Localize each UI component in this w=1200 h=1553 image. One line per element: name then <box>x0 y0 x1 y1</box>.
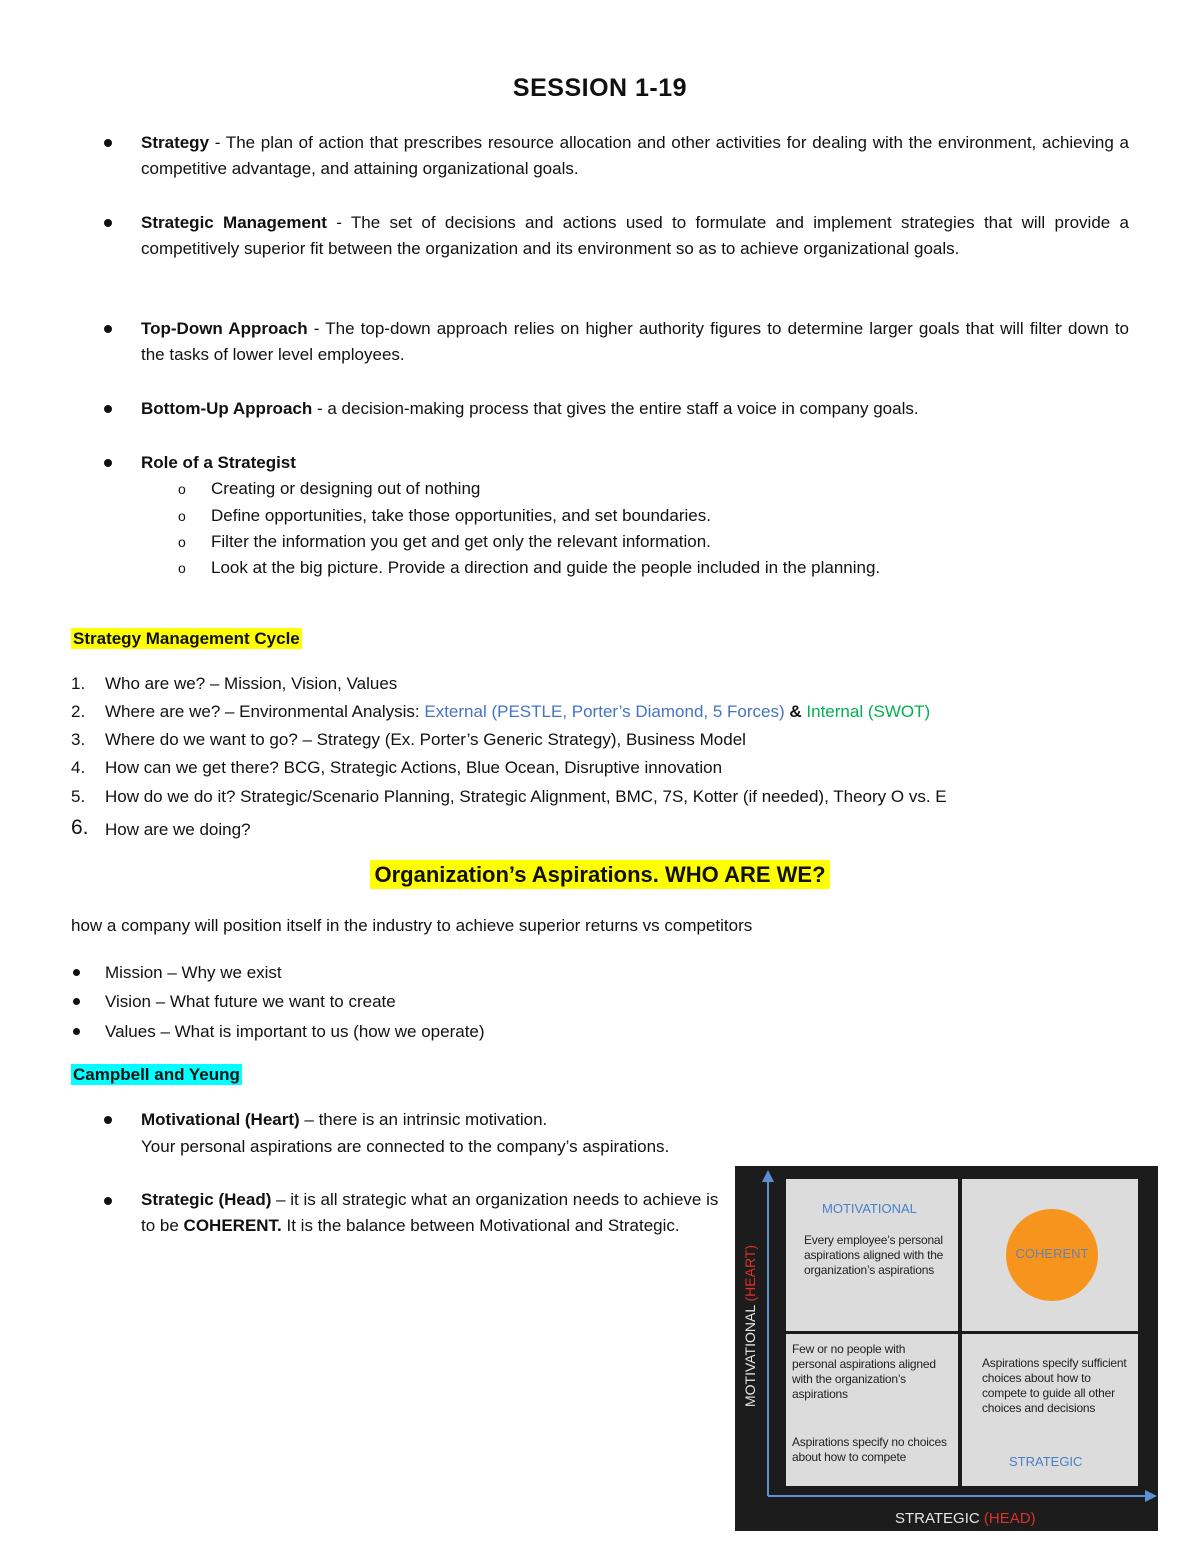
definition-text: Your personal aspirations are connected to the company’s aspirations. <box>141 1137 670 1156</box>
cycle-item: Who are we? – Mission, Vision, Values <box>105 674 398 693</box>
term: Strategic Management <box>141 213 327 232</box>
list-number: 1. <box>71 674 86 693</box>
list-number: 6. <box>71 816 89 839</box>
bullet <box>73 969 80 976</box>
list-number: 4. <box>71 758 86 777</box>
bullet <box>104 459 112 467</box>
definition-strategy <box>141 130 1129 182</box>
quadrant-label: COHERENT <box>1015 1246 1089 1261</box>
role-item: Creating or designing out of nothing <box>211 479 481 498</box>
coherent-word: COHERENT. <box>183 1216 282 1235</box>
definition-text: - a decision-making process that gives the entire staff a voice in company goals. <box>312 399 919 418</box>
quadrant-text: Every employee’s personal aspirations aligned with the organization’s aspirations <box>804 1233 944 1277</box>
cycle-item <box>105 698 930 726</box>
aspiration-item: Mission – Why we exist <box>105 963 282 982</box>
role-heading-text: Role of a Strategist <box>141 453 296 472</box>
campbell-heading <box>71 1062 242 1088</box>
definition-text: – there is an intrinsic motivation. <box>299 1110 548 1129</box>
list-number: 3. <box>71 730 86 749</box>
aspirations-heading-text: Organization’s Aspirations. WHO ARE WE? <box>370 860 829 889</box>
cycle-heading-text: Strategy Management Cycle <box>73 629 300 648</box>
role-item: Define opportunities, take those opportunities, and set boundaries. <box>211 506 711 525</box>
role-item: Look at the big picture. Provide a direction and guide the people included in the planning. <box>211 558 881 577</box>
sub-bullet: o <box>178 560 186 576</box>
list-number: 2. <box>71 702 86 721</box>
bullet <box>73 1028 80 1035</box>
cycle-item: How do we do it? Strategic/Scenario Planning, Strategic Alignment, BMC, 7S, Kotter (if needed), Theory O vs. E <box>105 787 947 806</box>
definition-text: It is the balance between Motivational and Strategic. <box>281 1216 680 1235</box>
campbell-strategic <box>141 1187 721 1239</box>
sub-bullet: o <box>178 481 186 497</box>
aspirations-intro: how a company will position itself in the industry to achieve superior returns vs competitors <box>71 916 753 935</box>
ampersand: & <box>784 702 807 721</box>
definition-text: - The top-down approach relies on higher authority figures to determine larger goals that will filter down to the tasks of lower level employees. <box>141 319 1129 364</box>
cycle-item-prefix: Where are we? – Environmental Analysis: <box>105 702 425 721</box>
internal-analysis: Internal (SWOT) <box>806 702 931 721</box>
y-axis-label-main: MOTIVATIONAL <box>742 1301 758 1408</box>
aspirations-heading <box>0 862 1200 888</box>
bullet <box>73 998 80 1005</box>
campbell-motivational <box>141 1106 941 1160</box>
cycle-item: How are we doing? <box>105 820 251 839</box>
bullet <box>104 219 112 227</box>
definition-top-down <box>141 316 1129 368</box>
cycle-heading <box>71 626 302 652</box>
term: Strategy <box>141 133 210 152</box>
quadrant-strategic <box>962 1334 1138 1486</box>
role-item: Filter the information you get and get only the relevant information. <box>211 532 711 551</box>
bullet <box>104 405 112 413</box>
x-axis-label-main: STRATEGIC <box>895 1510 984 1527</box>
x-axis-label-accent: (HEAD) <box>983 1510 1036 1527</box>
y-axis-arrow <box>762 1170 774 1182</box>
x-axis-label <box>895 1510 1036 1527</box>
definition-strategic-management <box>141 210 1129 262</box>
quadrant-coherent <box>962 1179 1138 1331</box>
definition-text: - The set of decisions and actions used to formulate and implement strategies that will provide a competitively superior fit between the organization and its environment so as to achieve organizational goals. <box>141 213 1129 258</box>
term: Bottom-Up Approach <box>141 399 313 418</box>
quadrant-label: MOTIVATIONAL <box>822 1201 917 1216</box>
quadrant-text: Aspirations specify sufficient choices about how to compete to guide all other choices and decisions <box>982 1356 1127 1415</box>
cycle-item: How can we get there? BCG, Strategic Actions, Blue Ocean, Disruptive innovation <box>105 758 723 777</box>
term: Strategic (Head) <box>141 1190 272 1209</box>
role-heading <box>141 450 1129 476</box>
bullet <box>104 139 112 147</box>
page-title: SESSION 1-19 <box>512 74 688 102</box>
definition-text: - The plan of action that prescribes resource allocation and other activities for dealing with the environment, achieving a competitive advantage, and attaining organizational goals. <box>141 133 1129 178</box>
sub-bullet: o <box>178 534 186 550</box>
definition-bottom-up <box>141 396 1129 422</box>
bullet <box>104 1197 112 1205</box>
cycle-item: Where do we want to go? – Strategy (Ex. Porter’s Generic Strategy), Business Model <box>105 730 746 749</box>
x-axis-arrow <box>1145 1490 1157 1502</box>
y-axis-label-accent: (HEART) <box>742 1244 758 1302</box>
term: Top-Down Approach <box>141 319 308 338</box>
quadrant-none <box>786 1334 958 1486</box>
term: Motivational (Heart) <box>141 1110 300 1129</box>
quadrant-text: Few or no people with personal aspirations aligned with the organization’s aspirations <box>792 1342 936 1401</box>
definition-text: – it is all strategic what an organization needs to achieve is to be <box>141 1190 719 1235</box>
aspirations-matrix <box>735 1166 1158 1531</box>
bullet <box>104 1116 112 1124</box>
campbell-heading-text: Campbell and Yeung <box>73 1065 240 1084</box>
sub-bullet: o <box>178 508 186 524</box>
aspiration-item: Values – What is important to us (how we operate) <box>105 1022 485 1041</box>
quadrant-motivational <box>786 1179 958 1331</box>
y-axis-label <box>742 1241 758 1411</box>
list-number: 5. <box>71 787 86 806</box>
quadrant-label: STRATEGIC <box>1009 1454 1083 1469</box>
external-analysis: External (PESTLE, Porter’s Diamond, 5 Forces) <box>424 702 785 721</box>
bullet <box>104 325 112 333</box>
aspiration-item: Vision – What future we want to create <box>105 992 396 1011</box>
quadrant-text: Aspirations specify no choices about how to compete <box>792 1435 947 1464</box>
